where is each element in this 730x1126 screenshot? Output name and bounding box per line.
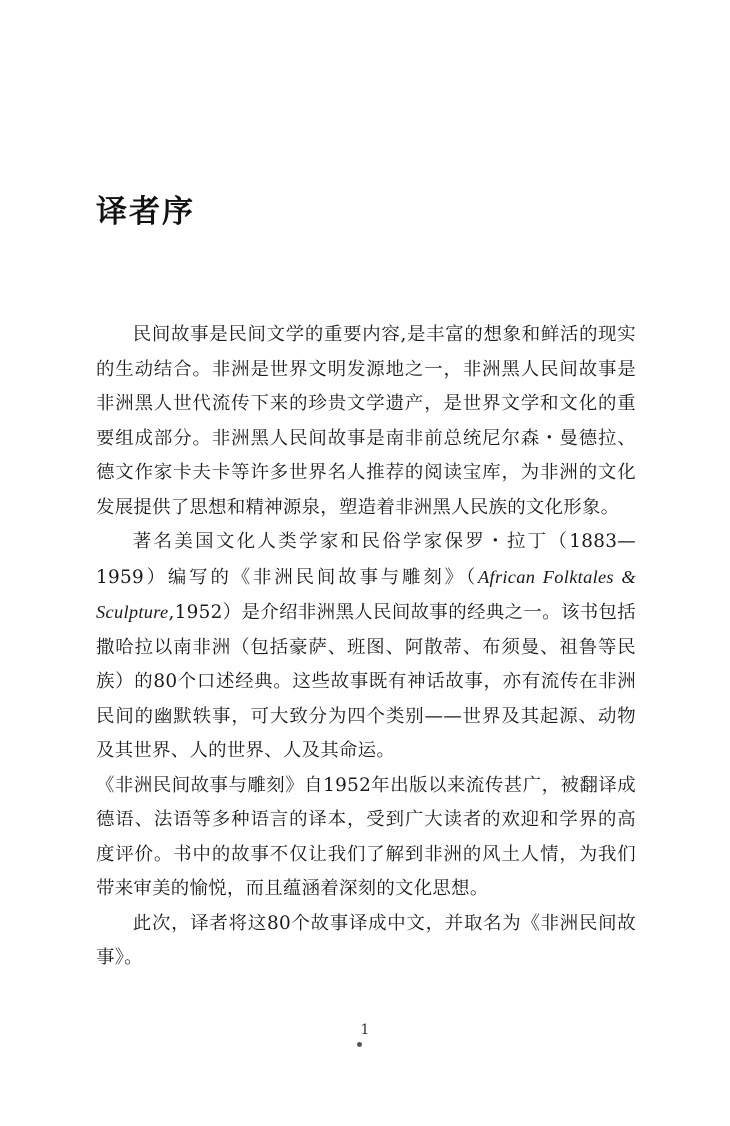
page-number-dot [357,1042,362,1047]
paragraph-2-text-b: ,1952）是介绍非洲黑人民间故事的经典之一。该书包括撒哈拉以南非洲（包括豪萨、班图、阿散蒂、布须曼、祖鲁等民族）的80个口述经典。这些故事既有神话故事，亦有流传在非洲民间的幽默轶事，可大致分为四个类别——世界及其起源、动物及其世界、人的世界、人及其命运。 [96,602,636,761]
preface-body [96,318,636,976]
paragraph-1: 民间故事是民间文学的重要内容,是丰富的想象和鲜活的现实的生动结合。非洲是世界文明发源地之一，非洲黑人民间故事是非洲黑人世代流传下来的珍贵文学遗产，是世界文学和文化的重要组成部分。非洲黑人民间故事是南非前总统尼尔森・曼德拉、德文作家卡夫卡等许多世界名人推荐的阅读宝库，为非洲的文化发展提供了思想和精神源泉，塑造着非洲黑人民族的文化形象。 [96,324,636,518]
paragraph-2-continued: 《非洲民间故事与雕刻》自1952年出版以来流传甚广，被翻译成德语、法语等多种语言的译本，受到广大读者的欢迎和学界的高度评价。书中的故事不仅让我们了解到非洲的风土人情，为我们带来审美的愉悦，而且蕴涵着深刻的文化思想。 [96,774,636,899]
english-book-title: African Folktales & Sculpture [96,566,636,622]
paragraph-2-text-a: 著名美国文化人类学家和民俗学家保罗・拉丁（1883—1959）编写的《非洲民间故事与雕刻》（ [96,531,636,588]
paragraph-3: 此次，译者将这80个故事译成中文，并取名为《非洲民间故事》。 [96,912,636,968]
page-number: 1 [360,1022,370,1038]
paragraph-2 [96,525,636,769]
page-title: 译者序 [96,194,195,230]
